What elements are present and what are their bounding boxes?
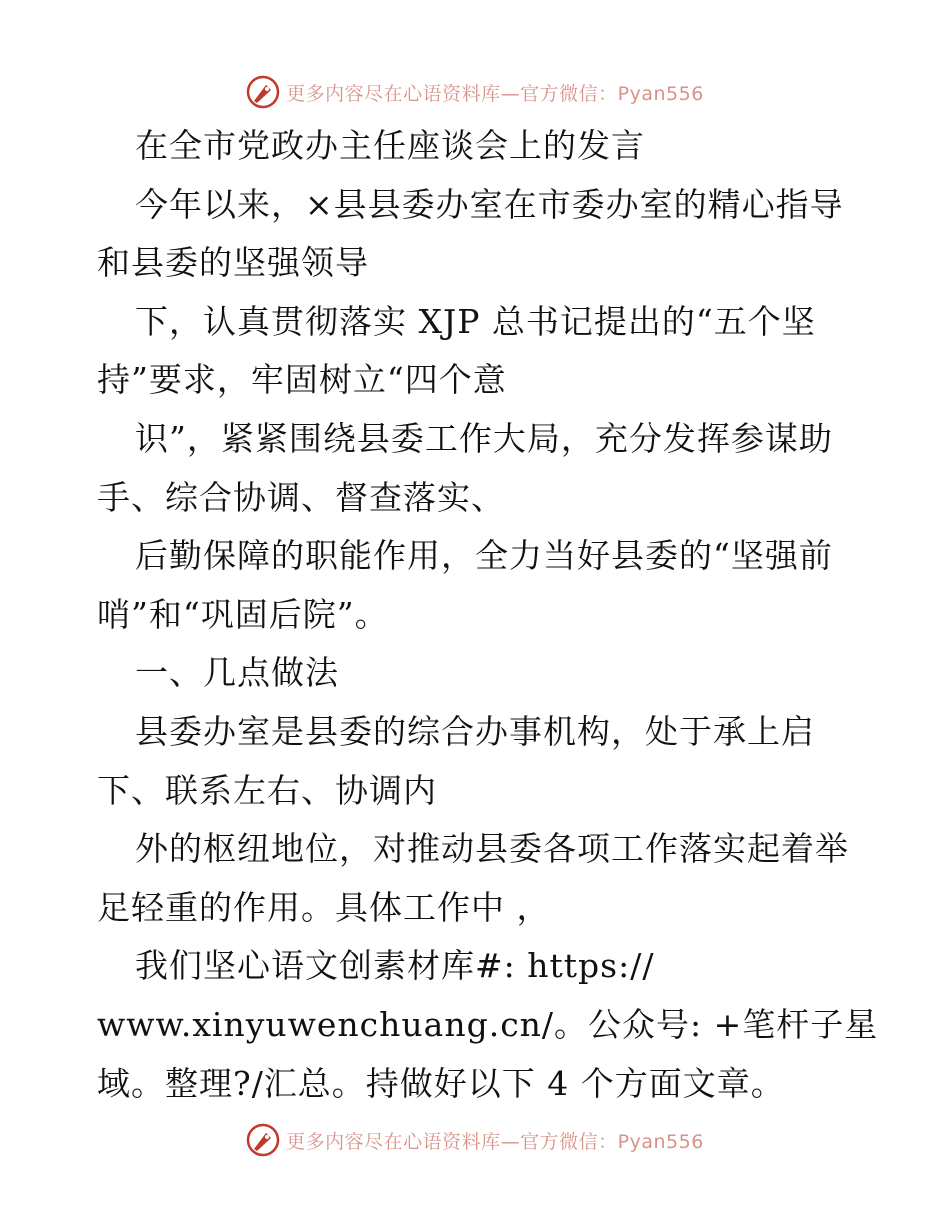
- text-line: 下，认真贯彻落实 XJP 总书记提出的“五个坚: [135, 301, 816, 341]
- text-line: 一、几点做法: [135, 653, 339, 693]
- text-line: 持”要求，牢固树立“四个意: [97, 360, 507, 400]
- text-line: 在全市党政办主任座谈会上的发言: [135, 126, 645, 165]
- footer-banner: [0, 1120, 950, 1160]
- header-banner: [0, 72, 950, 112]
- text-line: 域。整理?/汇总。持做好以下 4 个方面文章。: [97, 1063, 785, 1103]
- text-line: 我们坚心语文创素材库#: https://: [135, 946, 655, 986]
- pen-nib-logo-icon: [246, 1123, 280, 1157]
- text-line: 足轻重的作用。具体工作中 ，: [97, 887, 551, 927]
- text-line: 和县委的坚强领导: [97, 243, 369, 283]
- text-line: 今年以来，×县县委办室在市委办室的精心指导: [135, 184, 844, 224]
- pen-nib-logo-icon: [246, 75, 280, 109]
- text-line: 手、综合协调、督查落实、: [97, 477, 505, 517]
- footer-banner-text: 更多内容尽在心语资料库—官方微信：Pyan556: [286, 1130, 704, 1153]
- text-line: www.xinyuwenchuang.cn/。公众号: +笔杆子星: [97, 1004, 879, 1044]
- text-line: 哨”和“巩固后院”。: [97, 594, 389, 634]
- text-line: 外的枢纽地位，对推动县委各项工作落实起着举: [135, 829, 849, 869]
- text-line: 县委办室是县委的综合办事机构，处于承上启: [135, 711, 815, 751]
- document-body: [97, 117, 879, 1113]
- text-line: 识”，紧紧围绕县委工作大局，充分发挥参谋助: [135, 418, 833, 458]
- header-banner-text: 更多内容尽在心语资料库—官方微信：Pyan556: [286, 82, 704, 105]
- text-line: 下、联系左右、协调内: [97, 770, 437, 810]
- text-line: 后勤保障的职能作用，全力当好县委的“坚强前: [135, 536, 833, 576]
